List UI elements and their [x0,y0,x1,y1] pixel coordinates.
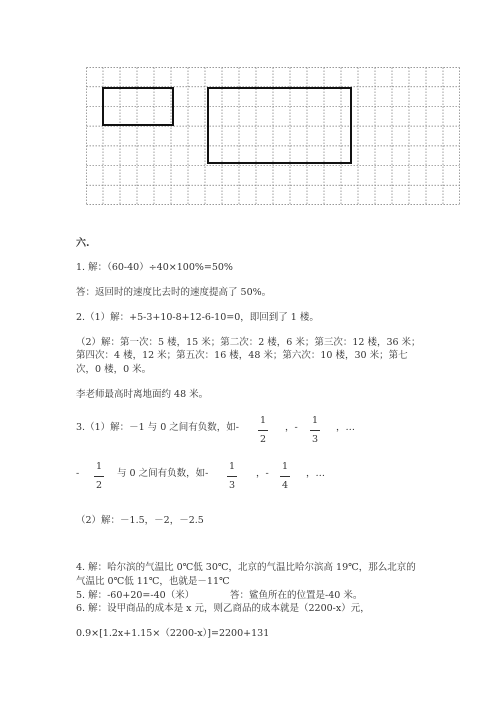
grid-figure [86,67,460,209]
fraction-bar [310,430,320,431]
fraction-bar [227,476,237,477]
fraction-numerator: 1 [228,461,236,472]
fraction-denominator: 3 [311,434,319,445]
fraction-one-third [309,415,321,446]
fraction-numerator: 1 [259,415,267,426]
answer-5-conclusion: 答：鲨鱼所在的位置是-40 米。 [230,590,363,601]
fraction-denominator: 2 [95,480,103,491]
answer-2-part2-line2: 第四次：4 楼，12 米；第五次：16 楼，48 米；第六次：10 楼，30 米；第七 [76,350,408,361]
fraction-bar [258,430,268,431]
answer-3-cont-minus: - [76,468,80,479]
answer-6-setup: 6. 解：设甲商品的成本是 x 元，则乙商品的成本就是（2200-x）元， [76,603,370,614]
fraction-numerator: 1 [95,461,103,472]
fraction-one-half [93,461,105,492]
answer-4-line1: 4. 解：哈尔滨的气温比 0℃低 30℃，北京的气温比哈尔滨高 19℃，那么北京的 [76,562,416,573]
section-heading: 六. [76,238,90,249]
grid-svg [86,67,460,205]
answer-2-part2-line3: 次，0 楼，0 米。 [76,364,152,375]
fraction-numerator: 1 [311,415,319,426]
answer-2-conclusion: 李老师最高时离地面约 48 米。 [76,389,209,400]
answer-2-part1: 2.（1）解：+5-3+10-8+12-6-10=0，即回到了 1 楼。 [76,312,319,323]
fraction-numerator: 1 [281,461,289,472]
answer-3-part1-ellipsis: ，… [336,422,356,433]
fraction-denominator: 3 [228,480,236,491]
answer-1-conclusion: 答：返回时的速度比去时的速度提高了 50%。 [76,287,272,298]
fraction-denominator: 4 [281,480,289,491]
answer-6-equation: 0.9×[1.2x+1.15×（2200-x）]=2200+131 [76,628,270,639]
answer-5-equation: 5. 解：-60+20=-40（米） [76,590,195,601]
fraction-bar [94,476,104,477]
fraction-denominator: 2 [259,434,267,445]
answer-3-part1-sep1: ，- [285,422,298,433]
answer-3-cont-sep: ，- [256,468,269,479]
fraction-one-third [226,461,238,492]
answer-3-cont-ellipsis: ，… [306,468,326,479]
fraction-one-half [257,415,269,446]
large-rectangle [208,88,351,163]
answer-2-part2-line1: （2）解：第一次：5 楼，15 米；第二次：2 楼，6 米；第三次：12 楼，36 米； [76,337,421,348]
answer-1-equation: 1. 解：（60-40）÷40×100%=50% [76,262,233,273]
answer-3-part2: （2）解：－1.5，－2，－2.5 [76,515,204,526]
answer-3-part1-text: 3.（1）解：－1 与 0 之间有负数，如- [76,422,239,433]
answer-4-line2: 气温比 0℃低 11℃，也就是－11℃ [76,576,230,587]
answer-3-cont-text: 与 0 之间有负数，如- [117,468,209,479]
fraction-bar [280,476,290,477]
fraction-one-quarter [279,461,291,492]
